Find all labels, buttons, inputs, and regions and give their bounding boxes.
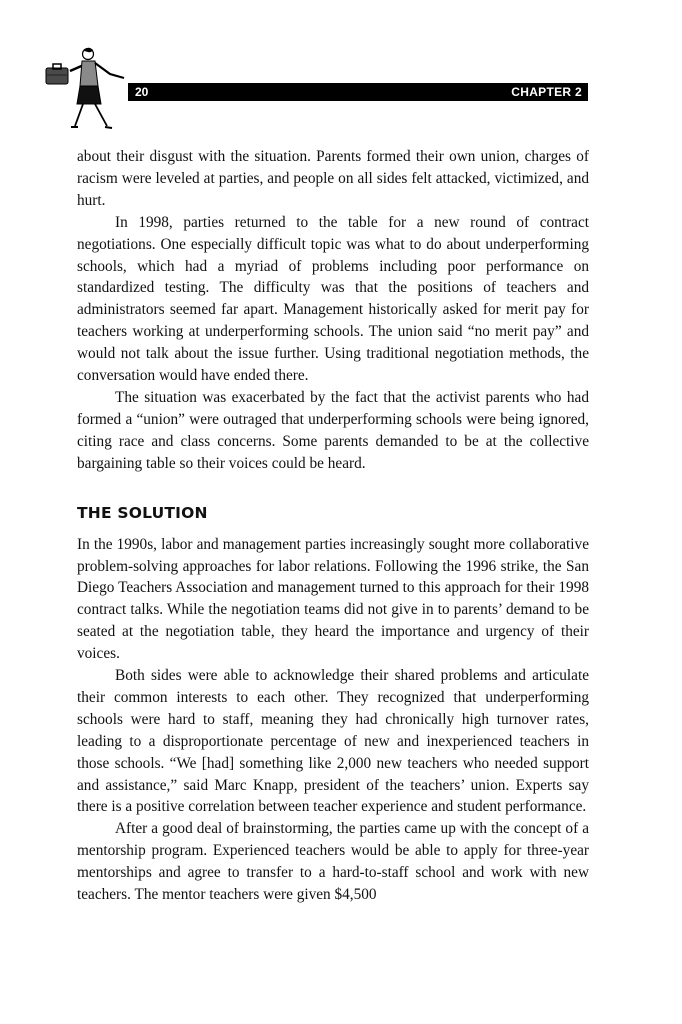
paragraph: After a good deal of brainstorming, the parties came up with the concept of a mentorship program. Experienced teachers would be able to apply for three-year mentorships and agree to transfer to a hard-to-staff school and work with new teachers. The mentor teachers were given $4,500 bbox=[77, 820, 589, 904]
running-header bbox=[128, 83, 588, 101]
section-heading: THE SOLUTION bbox=[77, 503, 208, 522]
paragraph: Both sides were able to acknowledge their shared problems and articulate their common interests to each other. They recognized that underperforming schools were hard to staff, meaning they had chronically high turnover rates, leading to a disproportionate percentage of new and inexperienced teachers in those schools. “We [had] something like 2,000 new teachers who needed support and assistance,” said Marc Knapp, president of the teachers’ union. Experts say there is a positive correlation between teacher experience and student performance. bbox=[77, 667, 589, 816]
page-number: 20 bbox=[135, 85, 149, 99]
body-text bbox=[77, 146, 589, 906]
businesswoman-icon bbox=[40, 44, 130, 134]
chapter-label: CHAPTER 2 bbox=[511, 85, 582, 99]
paragraph: The situation was exacerbated by the fact that the activist parents who had formed a “union” were outraged that underperforming schools were being ignored, citing race and class concerns. Some parents demanded to be at the collective bargaining table so their voices could be heard. bbox=[77, 388, 589, 472]
paragraph: In the 1990s, labor and management parties increasingly sought more collaborative problem-solving approaches for labor relations. Following the 1996 strike, the San Diego Teachers Association and management turned to this approach for their 1998 contract talks. While the negotiation teams did not give in to parents’ demand to be seated at the negotiation table, they heard the importance and urgency of their voices. bbox=[77, 535, 589, 663]
paragraph: about their disgust with the situation. Parents formed their own union, charges of racism were leveled at parties, and people on all sides felt attacked, victimized, and hurt. bbox=[77, 148, 589, 209]
paragraph: In 1998, parties returned to the table for a new round of contract negotiations. One especially difficult topic was what to do about underperforming schools, which had a myriad of problems including poor performance on standardized testing. The difficulty was that the positions of teachers and administrators seemed far apart. Management historically asked for merit pay for teachers working at underperforming schools. The union said “no merit pay” and would not talk about the issue further. Using traditional negotiation methods, the conversation would have ended there. bbox=[77, 213, 589, 385]
